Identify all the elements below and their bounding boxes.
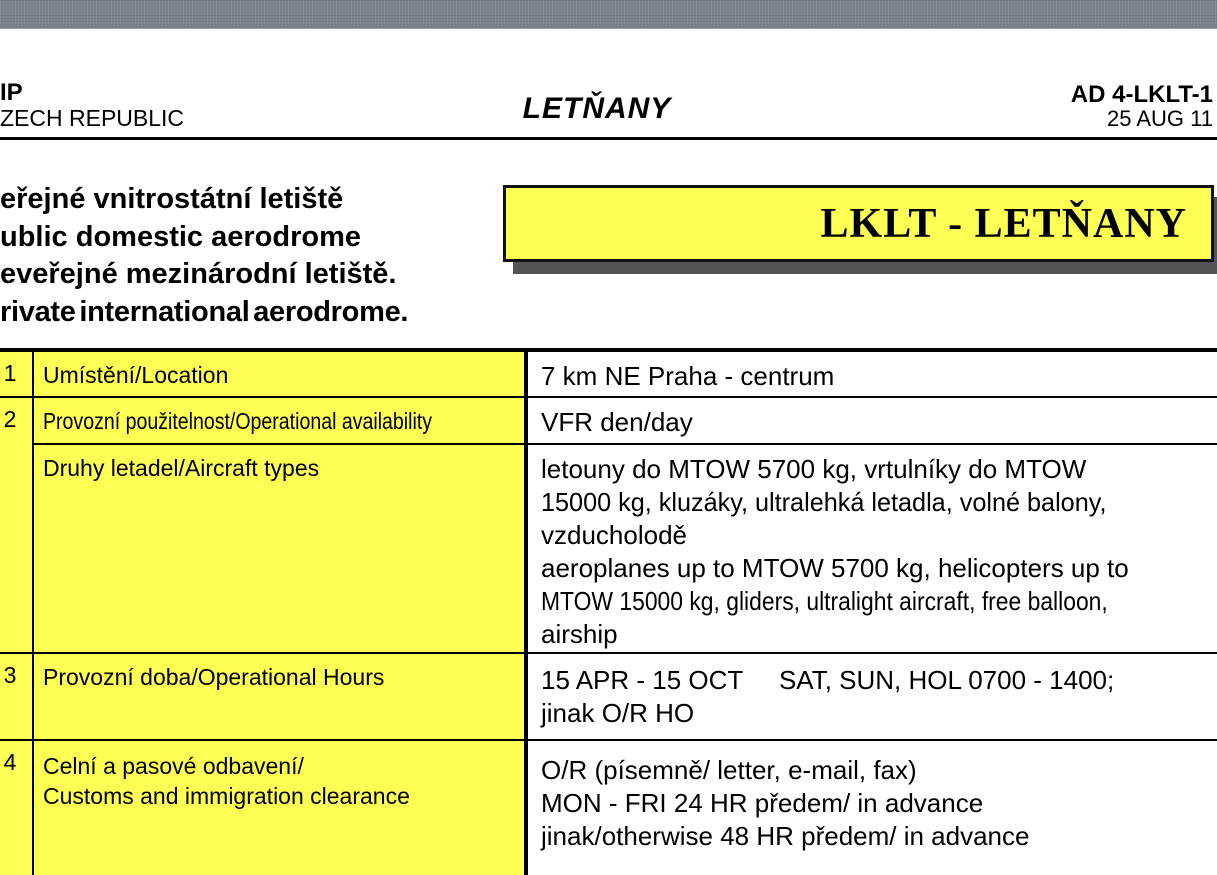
page-title: LETŇANY xyxy=(522,92,672,125)
aerodrome-status-block xyxy=(0,181,408,331)
header-divider-line xyxy=(0,137,1217,140)
aerodrome-title: LKLT - LETŇANY xyxy=(820,200,1187,247)
row-label-text: Provozní doba/Operational Hours xyxy=(43,664,385,690)
row-value xyxy=(526,444,1217,653)
value-line: jinak O/R HO xyxy=(541,698,695,728)
status-line-en-2: rivate international aerodrome. xyxy=(0,295,409,328)
table-row xyxy=(0,653,1217,740)
row-value xyxy=(526,653,1217,740)
value-line: letouny do MTOW 5700 kg, vrtulníky do MTOW xyxy=(541,454,1087,484)
value-line: jinak/otherwise 48 HR předem/ in advance xyxy=(541,821,1030,851)
row-label xyxy=(33,397,526,444)
table-row xyxy=(0,350,1217,397)
status-line-en-1: ublic domestic aerodrome xyxy=(0,220,361,253)
row-label xyxy=(33,350,526,397)
row-value xyxy=(526,740,1217,875)
value-line: O/R (písemně/ letter, e-mail, fax) xyxy=(541,755,917,785)
publication-name: IP xyxy=(0,79,23,106)
document-date: 25 AUG 11 xyxy=(1107,106,1213,131)
table-row xyxy=(0,444,1217,653)
header-reference xyxy=(1071,82,1213,130)
row-number: 4 xyxy=(0,740,33,875)
value-line: vzducholodě xyxy=(541,520,687,550)
table-row xyxy=(0,397,1217,444)
value-line: aeroplanes up to MTOW 5700 kg, helicopters up to xyxy=(541,553,1129,583)
value-line: VFR den/day xyxy=(541,407,693,437)
value-line: 7 km NE Praha - centrum xyxy=(541,361,835,391)
value-line: MTOW 15000 kg, gliders, ultralight aircraft, free balloon, xyxy=(541,586,1108,616)
row-label xyxy=(33,740,526,875)
row-number: 2 xyxy=(0,397,33,653)
row-value xyxy=(526,397,1217,444)
document-reference: AD 4-LKLT-1 xyxy=(1070,81,1213,108)
row-label-text: Provozní použitelnost/Operational availability xyxy=(43,408,433,434)
value-line: 15 APR - 15 OCT SAT, SUN, HOL 0700 - 1400; xyxy=(541,665,1115,695)
row-number: 3 xyxy=(0,653,33,740)
row-label-text: Druhy letadel/Aircraft types xyxy=(43,455,320,481)
row-label-line: Celní a pasové odbavení/ xyxy=(43,753,304,779)
row-label xyxy=(33,653,526,740)
value-line: airship xyxy=(541,619,618,649)
aerodrome-info-table xyxy=(0,348,1217,875)
row-number: 1 xyxy=(0,350,33,397)
row-label-text: Umístění/Location xyxy=(43,362,229,388)
page-top-texture-bar xyxy=(0,0,1217,29)
row-value xyxy=(526,350,1217,397)
aerodrome-title-box xyxy=(503,185,1214,262)
row-label xyxy=(33,444,526,653)
status-line-cz-1: eřejné vnitrostátní letiště xyxy=(0,183,344,215)
row-label-line: Customs and immigration clearance xyxy=(43,783,410,809)
publication-country: ZECH REPUBLIC xyxy=(0,105,185,131)
status-line-cz-2: eveřejné mezinárodní letiště. xyxy=(0,258,397,290)
value-line: MON - FRI 24 HR předem/ in advance xyxy=(541,788,984,818)
value-line: 15000 kg, kluzáky, ultralehká letadla, volné balony, xyxy=(541,487,1107,517)
table-row xyxy=(0,740,1217,875)
